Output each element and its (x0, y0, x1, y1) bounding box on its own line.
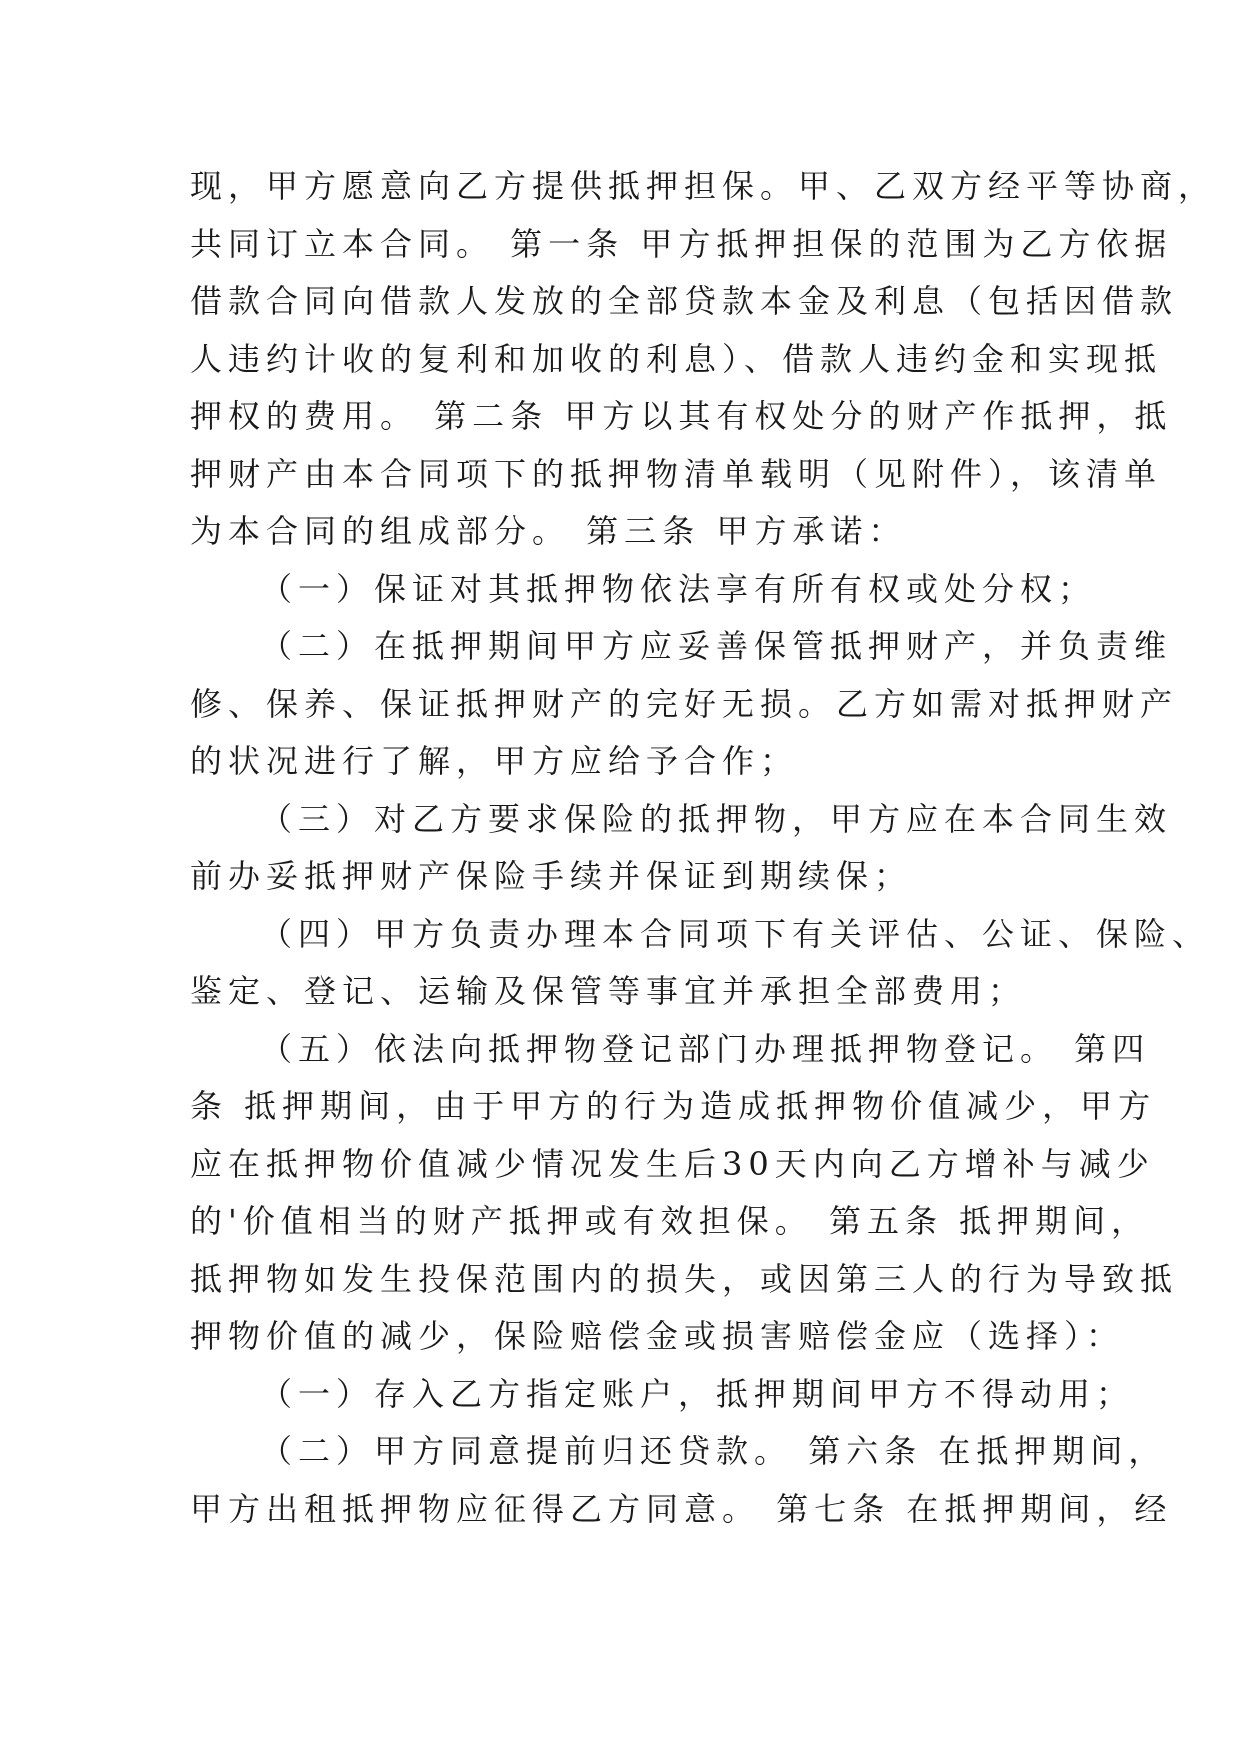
text-line: 修、保养、保证抵押财产的完好无损。乙方如需对抵押财产 (190, 684, 1179, 723)
text-line: 鉴定、登记、运输及保管等事宜并承担全部费用； (190, 972, 1027, 1010)
text-line: 共同订立本合同。 第一条 甲方抵押担保的范围为乙方依据 (190, 224, 1173, 263)
text-line: （一）保证对其抵押物依法享有所有权或处分权； (260, 569, 1097, 608)
text-line: 为本合同的组成部分。 第三条 甲方承诺： (190, 512, 907, 550)
text-line: （四）甲方负责办理本合同项下有关评估、公证、保险、 (260, 914, 1211, 953)
text-line: 押权的费用。 第二条 甲方以其有权处分的财产作抵押，抵 (190, 397, 1173, 435)
text-line: 甲方出租抵押物应征得乙方同意。 第七条 在抵押期间，经 (190, 1489, 1173, 1528)
text-line: 押财产由本合同项下的抵押物清单载明（见附件），该清单 (190, 454, 1163, 493)
text-line: 人违约计收的复利和加收的利息）、借款人违约金和实现抵 (190, 339, 1163, 378)
text-line: 条 抵押期间，由于甲方的行为造成抵押物价值减少，甲方 (190, 1087, 1157, 1125)
text-line: （二）在抵押期间甲方应妥善保管抵押财产，并负责维 (260, 627, 1173, 665)
text-line: 抵押物如发生投保范围内的损失，或因第三人的行为导致抵 (190, 1259, 1179, 1298)
text-line: 应在抵押物价值减少情况发生后30天内向乙方增补与减少 (190, 1144, 1155, 1183)
text-line: 押物价值的减少，保险赔偿金或损害赔偿金应（选择）： (190, 1317, 1125, 1355)
text-line: （五）依法向抵押物登记部门办理抵押物登记。 第四 (260, 1029, 1151, 1068)
text-line: 的状况进行了解，甲方应给予合作； (190, 742, 799, 780)
text-line: （三）对乙方要求保险的抵押物，甲方应在本合同生效 (260, 799, 1173, 838)
text-line: （二）甲方同意提前归还贷款。 第六条 在抵押期间， (260, 1432, 1167, 1470)
text-line: 现，甲方愿意向乙方提供抵押担保。甲、乙双方经平等协商， (190, 167, 1217, 205)
text-line: （一）存入乙方指定账户，抵押期间甲方不得动用； (260, 1374, 1135, 1413)
text-line: 前办妥抵押财产保险手续并保证到期续保； (190, 857, 913, 895)
text-line: 借款合同向借款人发放的全部贷款本金及利息（包括因借款 (190, 282, 1179, 320)
text-line: 的'价值相当的财产抵押或有效担保。 第五条 抵押期间， (190, 1202, 1150, 1240)
document-body (190, 158, 1217, 1538)
